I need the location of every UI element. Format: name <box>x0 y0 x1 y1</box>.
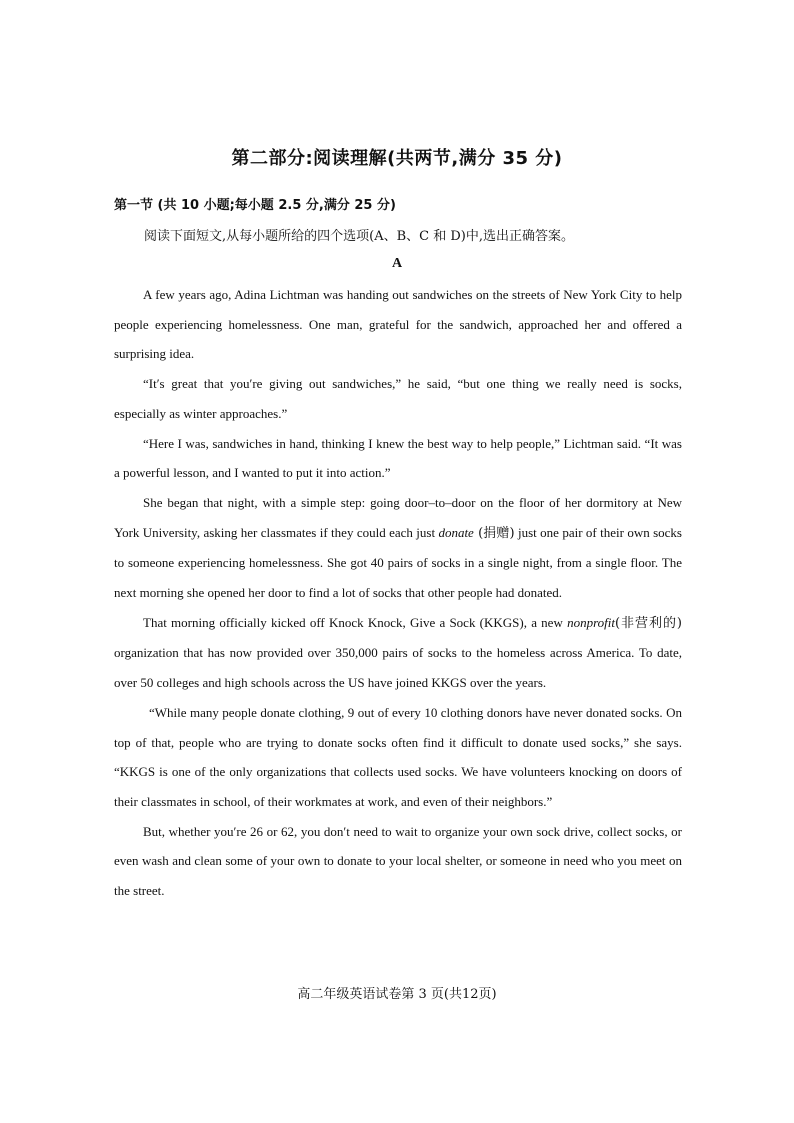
paragraph-3: “Here I was, sandwiches in hand, thinking I knew the best way to help people,” Lichtman said. “It was a powerful lesson, and I wanted to put it into action.” <box>114 435 682 481</box>
vocab-donate: donate <box>438 524 474 540</box>
gloss-nonprofit: (非营利的) <box>615 615 682 631</box>
paragraph-5-text-b: organization that has now provided over 350,000 pairs of socks to the homeless across America. To date, over 50 colleges and high schools across the US have joined KKGS over the years. <box>114 645 682 691</box>
passage-body <box>114 280 682 906</box>
page-footer: 高二年级英语试卷第 3 页(共12页) <box>297 987 497 1002</box>
vocab-nonprofit: nonprofit <box>567 614 615 630</box>
instruction-text: 阅读下面短文,从每小题所给的四个选项(A、B、C 和 D)中,选出正确答案。 <box>144 229 574 244</box>
paragraph-5-text-a: That morning officially kicked off Knock Knock, Give a Sock (KKGS), a new <box>143 614 568 630</box>
subsection-heading: 第一节 (共 10 小题;每小题 2.5 分,满分 25 分) <box>114 198 396 213</box>
passage-label: A <box>391 256 403 271</box>
paragraph-6: “While many people donate clothing, 9 out of every 10 clothing donors have never donated socks. On top of that, people who are trying to donate socks often find it difficult to donate used socks,” she says. “KKGS is one of the only organizations that collects used socks. We have volunteers knocking on doors of their classmates in school, of their workmates at work, and even of their neighbors.” <box>114 704 682 809</box>
paragraph-7: But, whether you′re 26 or 62, you don′t need to wait to organize your own sock drive, collect socks, or even wash and clean some of your own to donate to your local shelter, or someone in need who you meet on the street. <box>114 823 682 899</box>
paragraph-5 <box>114 608 682 698</box>
paragraph-1: A few years ago, Adina Lichtman was handing out sandwiches on the streets of New York City to help people experiencing homelessness. One man, grateful for the sandwich, approached her and offered a surprising idea. <box>114 287 682 362</box>
gloss-donate: (捐赠) <box>473 525 515 541</box>
paragraph-4-text-a: She began that night, with a simple step: going door–to–door on the floor of her dormitory at New York University, asking her classmates if they could each just <box>114 494 682 540</box>
paragraph-4 <box>114 488 682 608</box>
paragraph-2: “It′s great that you′re giving out sandwiches,” he said, “but one thing we really need is socks, especially as winter approaches.” <box>114 376 682 421</box>
paragraph-4-text-b: just one pair of their own socks to someone experiencing homelessness. She got 40 pairs of socks in a single night, from a single floor. The next morning she opened her door to find a lot of socks that other people had donated. <box>114 524 682 601</box>
section-title: 第二部分:阅读理解(共两节,满分 35 分) <box>231 148 563 169</box>
